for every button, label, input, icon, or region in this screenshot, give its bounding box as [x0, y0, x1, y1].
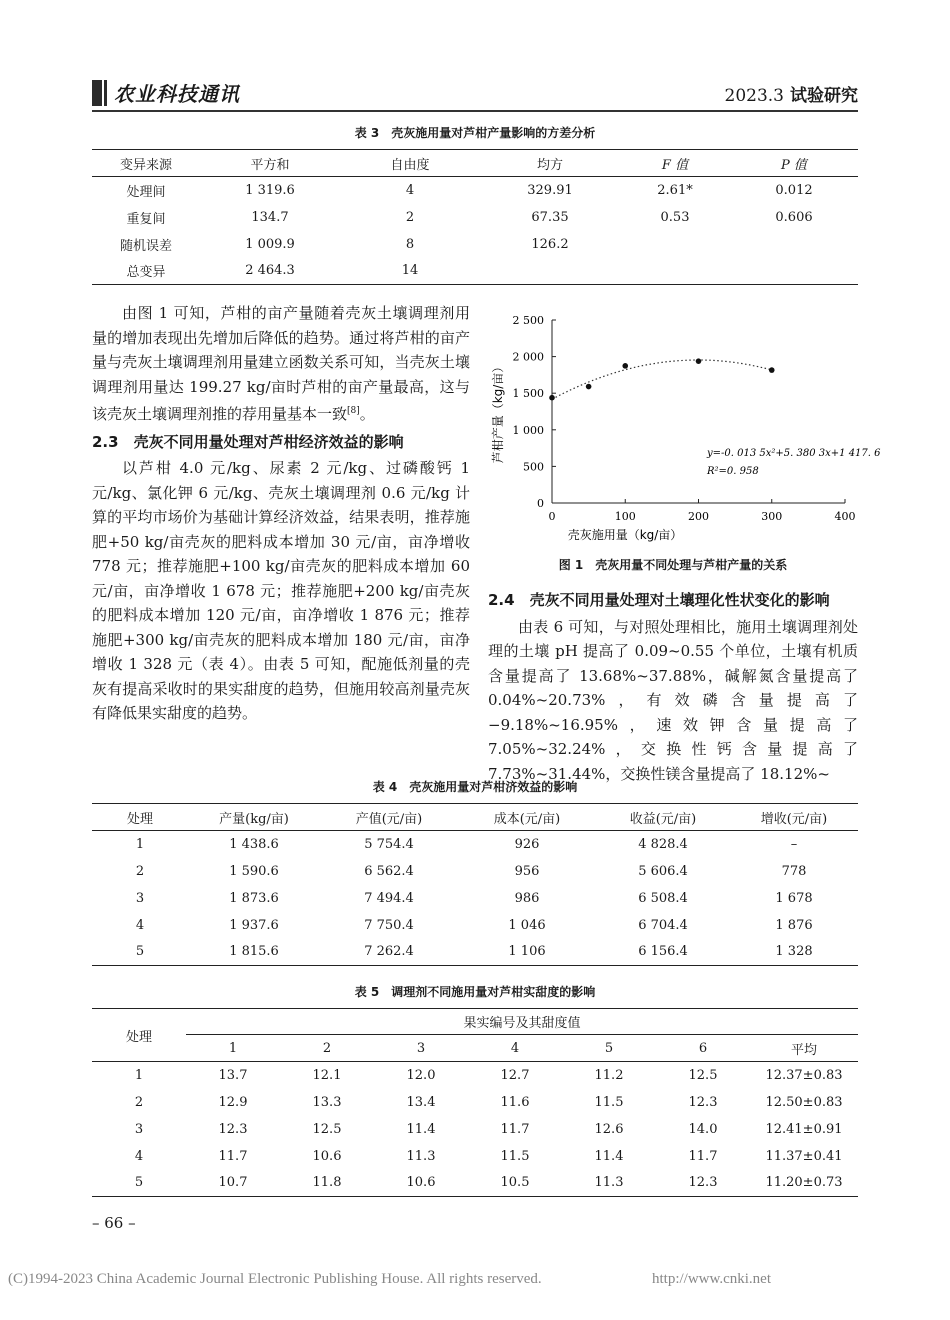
- table-row: [92, 885, 858, 912]
- r-squared: R²=0. 958: [707, 466, 759, 477]
- trend-curve: [552, 360, 772, 399]
- table-cell: 1 319.6: [245, 182, 295, 198]
- table-cell: 10.7: [218, 1175, 248, 1191]
- journal-logo: 农业科技通讯: [114, 82, 240, 106]
- table-cell: 10.6: [406, 1175, 436, 1191]
- section-heading-2-3: [92, 430, 470, 455]
- table-cell: 1 678: [775, 890, 813, 906]
- table-cell: 11.5: [500, 1148, 530, 1164]
- table5-subheader: 5: [604, 1040, 614, 1056]
- table-cell: 处理间: [126, 184, 166, 200]
- table4-header: 产值(元/亩): [355, 811, 423, 827]
- table-cell: 总变异: [126, 265, 166, 281]
- table-cell: 1 046: [508, 917, 546, 933]
- table5-subheader: 6: [698, 1040, 708, 1056]
- section-number: 2.4: [488, 591, 515, 609]
- y-tick-label: 1 500: [512, 387, 544, 401]
- section-title: 壳灰不同用量处理对芦柑经济效益的影响: [133, 432, 404, 451]
- table4-header: 增收(元/亩): [760, 811, 828, 827]
- paragraph-end: 。: [359, 405, 375, 423]
- data-point: [696, 358, 702, 364]
- table-cell: 1 937.6: [229, 917, 279, 933]
- page-number: – 66 –: [92, 1214, 136, 1232]
- table4-header-row: [92, 804, 858, 831]
- table-cell: [620, 231, 730, 258]
- column-name: 试验研究: [790, 86, 858, 106]
- table4-caption: 表 4 壳灰施用量对芦柑济效益的影响: [372, 780, 578, 794]
- table5-caption: 表 5 调理剂不同施用量对芦柑实甜度的影响: [354, 985, 596, 999]
- table-cell: [480, 258, 620, 285]
- table-row: [92, 1170, 858, 1197]
- table4: [92, 803, 858, 966]
- table-cell: 4: [135, 917, 145, 933]
- header-bar-block: [92, 80, 102, 106]
- table-cell: 随机误差: [119, 238, 172, 254]
- table-cell: 0.012: [775, 182, 813, 198]
- table-cell: 1 876: [775, 917, 813, 933]
- section-heading-2-4: [488, 588, 858, 613]
- table-cell: 126.2: [531, 236, 569, 252]
- header-rule: [92, 110, 858, 112]
- data-point: [769, 367, 775, 373]
- table-cell: 12.41±0.91: [765, 1121, 843, 1137]
- table-cell: 11.6: [500, 1094, 530, 1110]
- data-point: [549, 395, 555, 401]
- table-cell: 1 328: [775, 944, 813, 960]
- table-cell: 11.4: [594, 1148, 624, 1164]
- table-cell: 11.20±0.73: [765, 1175, 843, 1191]
- plot-area: [513, 314, 856, 523]
- table-cell: 67.35: [531, 209, 569, 225]
- paragraph-fig1-analysis: [92, 301, 470, 427]
- table-cell: 13.4: [406, 1094, 436, 1110]
- y-tick-label: 2 000: [512, 350, 544, 364]
- table3-header: P 值: [781, 157, 807, 173]
- x-tick-label: 300: [761, 510, 783, 523]
- table-cell: 11.8: [312, 1175, 342, 1191]
- y-tick-label: 500: [523, 460, 544, 474]
- paragraph-economic: 以芦柑 4.0 元/kg、尿素 2 元/kg、过磷酸钙 1 元/kg、氯化钾 6 元/kg、壳灰土壤调理剂 0.6 元/kg 计算的平均市场价为基础计算经济效益，结果表明，推荐施肥+50 kg/亩壳灰的肥料成本增加 30 元/亩，亩净增收 778 元；推荐施肥+100 kg/亩壳灰的肥料成本增加 60 元/亩，亩净增收 1 678 元；推荐施肥+200 kg/亩壳灰的肥料成本增加 120 元/亩，亩净增收 1 876 元；推荐施肥+300 kg/亩壳灰的肥料成本增加 180 元/亩，亩净增收 1 328 元（表 4）。由表 5 可知，配施低剂量的壳灰有提高采收时的果实甜度的趋势，但施用较高剂量壳灰有降低果实甜度的趋势。: [92, 459, 470, 722]
- y-axis-label: 芦柑产量（kg/亩）: [491, 360, 505, 464]
- table-row: [92, 831, 858, 858]
- table-cell: 11.3: [406, 1148, 436, 1164]
- table-row: [92, 1062, 858, 1089]
- table-cell: 986: [514, 890, 540, 906]
- issue-number: 2023.3: [724, 86, 784, 106]
- table-cell: 5 606.4: [638, 863, 688, 879]
- table-cell: 11.7: [218, 1148, 248, 1164]
- x-tick-label: 400: [834, 510, 856, 523]
- table-cell: 12.5: [312, 1121, 342, 1137]
- table3: [92, 149, 858, 285]
- table-cell: 13.7: [218, 1067, 248, 1083]
- table-cell: 2.61*: [657, 182, 693, 198]
- regression-equation: y=-0. 013 5x²+5. 380 3x+1 417. 6: [707, 448, 881, 459]
- figure1-chart: [488, 304, 881, 572]
- copyright-notice: (C)1994-2023 China Academic Journal Electronic Publishing House. All rights reserved.: [8, 1271, 542, 1287]
- table-cell: 12.5: [688, 1067, 718, 1083]
- y-tick-label: 2 500: [512, 314, 544, 327]
- table-cell: 2 464.3: [245, 263, 295, 279]
- table3-caption: 表 3 壳灰施用量对芦柑产量影响的方差分析: [354, 126, 596, 140]
- table-cell: 6 508.4: [638, 890, 688, 906]
- section-number: 2.3: [92, 432, 119, 451]
- table-cell: 12.37±0.83: [765, 1067, 843, 1083]
- table5-subheader: 平均: [790, 1042, 817, 1058]
- table-cell: 10.6: [312, 1148, 342, 1164]
- table-cell: 6 156.4: [638, 944, 688, 960]
- table-cell: 4: [405, 182, 415, 198]
- table-cell: –: [790, 836, 798, 852]
- left-column: [92, 301, 470, 726]
- table-cell: 11.3: [594, 1175, 624, 1191]
- table5: [92, 1008, 858, 1197]
- table-cell: 1: [135, 836, 145, 852]
- issue-label: [725, 81, 858, 106]
- table5-subheader: 3: [416, 1040, 426, 1056]
- table-cell: 11.37±0.41: [765, 1148, 843, 1164]
- table5-subheader: 2: [322, 1040, 332, 1056]
- table-cell: 926: [514, 836, 540, 852]
- table4-header: 产量(kg/亩): [219, 811, 289, 827]
- table-cell: [730, 231, 858, 258]
- table-row: [92, 1116, 858, 1143]
- table-cell: 7 750.4: [364, 917, 414, 933]
- table-cell: 14: [401, 263, 419, 279]
- x-tick-label: 0: [548, 510, 556, 523]
- table-row: [92, 231, 858, 258]
- x-tick-label: 200: [688, 510, 709, 523]
- table3-header: 平方和: [250, 157, 290, 173]
- table-cell: 8: [405, 236, 415, 252]
- table-cell: 5 754.4: [364, 836, 414, 852]
- table-cell: 2: [134, 1094, 144, 1110]
- table-cell: 0.606: [775, 209, 813, 225]
- table4-header: 成本(元/亩): [493, 811, 561, 827]
- table-cell: 1 438.6: [229, 836, 279, 852]
- table-row: [92, 1143, 858, 1170]
- paragraph-text: 由图 1 可知，芦柑的亩产量随着壳灰土壤调理剂用量的增加表现出先增加后降低的趋势。通过将芦柑的亩产量与壳灰土壤调理剂用量建立函数关系可知，当壳灰土壤调理剂用量达 199.27 kg/亩时芦柑的亩产量最高，这与该壳灰土壤调理剂推的荐用量基本一致: [92, 304, 470, 423]
- table-cell: 1 009.9: [245, 236, 295, 252]
- table-cell: 1 815.6: [229, 944, 279, 960]
- table-cell: 14.0: [688, 1121, 718, 1137]
- table5-subheader-row: [92, 1035, 858, 1062]
- table-cell: 6 562.4: [364, 863, 414, 879]
- table-cell: 7 262.4: [364, 944, 414, 960]
- table-row: [92, 939, 858, 966]
- table-cell: 7 494.4: [364, 890, 414, 906]
- table-cell: 12.50±0.83: [765, 1094, 843, 1110]
- table-cell: 13.3: [312, 1094, 342, 1110]
- table-cell: 12.9: [218, 1094, 248, 1110]
- table-cell: 778: [781, 863, 807, 879]
- table-cell: 1 873.6: [229, 890, 279, 906]
- table-cell: 重复间: [126, 211, 166, 227]
- section-title: 壳灰不同用量处理对土壤理化性状变化的影响: [529, 591, 830, 609]
- table-cell: 0.53: [660, 209, 690, 225]
- table-row: [92, 858, 858, 885]
- table-cell: 12.6: [594, 1121, 624, 1137]
- table-cell: 6 704.4: [638, 917, 688, 933]
- paragraph-soil: 由表 6 可知，与对照处理相比，施用土壤调理剂处理的土壤 pH 提高了 0.09~0.55 个单位，土壤有机质含量提高了 13.68%~37.88%，碱解氮含量提高了 0.04%~20.73%，有效磷含量提高了 −9.18%~16.95%，速效钾含量提高了 7.05%~32.24%，交换性钙含量提高了 7.73%~31.44%，交换性镁含量提高了 18.12%~: [488, 617, 858, 783]
- table4-header: 收益(元/亩): [629, 811, 697, 827]
- table-cell: 11.7: [688, 1148, 718, 1164]
- table-cell: 2: [135, 863, 145, 879]
- table5-subheader: 1: [228, 1040, 238, 1056]
- cnki-url[interactable]: http://www.cnki.net: [652, 1271, 772, 1287]
- table-row: [92, 204, 858, 231]
- table-row: [92, 912, 858, 939]
- table-cell: 5: [135, 944, 145, 960]
- table-cell: 2: [405, 209, 415, 225]
- table3-header: 变异来源: [119, 157, 172, 173]
- table-cell: [730, 258, 858, 285]
- table3-header: F 值: [661, 157, 689, 173]
- table-cell: 4: [134, 1148, 144, 1164]
- table-cell: 11.5: [594, 1094, 624, 1110]
- table-cell: 12.3: [218, 1121, 248, 1137]
- table-cell: 1 106: [508, 944, 546, 960]
- table-cell: 12.7: [500, 1067, 530, 1083]
- table5-group-header-row: [92, 1009, 858, 1035]
- table-cell: 11.7: [500, 1121, 530, 1137]
- table-cell: 1 590.6: [229, 863, 279, 879]
- table-cell: 4 828.4: [638, 836, 688, 852]
- figure1-caption: 图 1 壳灰用量不同处理与芦柑产量的关系: [558, 558, 788, 572]
- table3-header: 自由度: [390, 157, 430, 173]
- table-cell: 956: [514, 863, 540, 879]
- data-point: [622, 363, 628, 369]
- table-cell: 5: [134, 1175, 144, 1191]
- table3-header-row: [92, 150, 858, 177]
- table-row: [92, 177, 858, 204]
- x-axis-label: 壳灰施用量（kg/亩）: [567, 528, 683, 542]
- right-column: [488, 588, 858, 786]
- table3-header: 均方: [536, 157, 563, 173]
- table5-subheader: 4: [510, 1040, 520, 1056]
- table-row: [92, 258, 858, 285]
- table4-header: 处理: [126, 811, 153, 827]
- table-cell: 11.4: [406, 1121, 436, 1137]
- table-cell: 3: [135, 890, 145, 906]
- table-cell: 10.5: [500, 1175, 530, 1191]
- table-cell: 1: [134, 1067, 144, 1083]
- table-cell: 329.91: [527, 182, 573, 198]
- table-row: [92, 1089, 858, 1116]
- table-cell: 134.7: [251, 209, 289, 225]
- x-tick-label: 100: [614, 510, 636, 523]
- table5-row-header: 处理: [92, 1009, 186, 1062]
- table5-group-header: 果实编号及其甜度值: [186, 1009, 858, 1035]
- citation-ref: [8]: [347, 406, 360, 416]
- table-cell: 11.2: [594, 1067, 624, 1083]
- table-cell: 3: [134, 1121, 144, 1137]
- table-cell: 12.3: [688, 1175, 718, 1191]
- table-cell: 12.0: [406, 1067, 436, 1083]
- table-cell: 12.3: [688, 1094, 718, 1110]
- y-tick-label: 1 000: [512, 423, 544, 437]
- data-point: [586, 384, 592, 390]
- y-tick-label: 0: [537, 497, 544, 510]
- header-bar-stripe: [104, 80, 107, 106]
- table-cell: [620, 258, 730, 285]
- table-cell: 12.1: [312, 1067, 342, 1083]
